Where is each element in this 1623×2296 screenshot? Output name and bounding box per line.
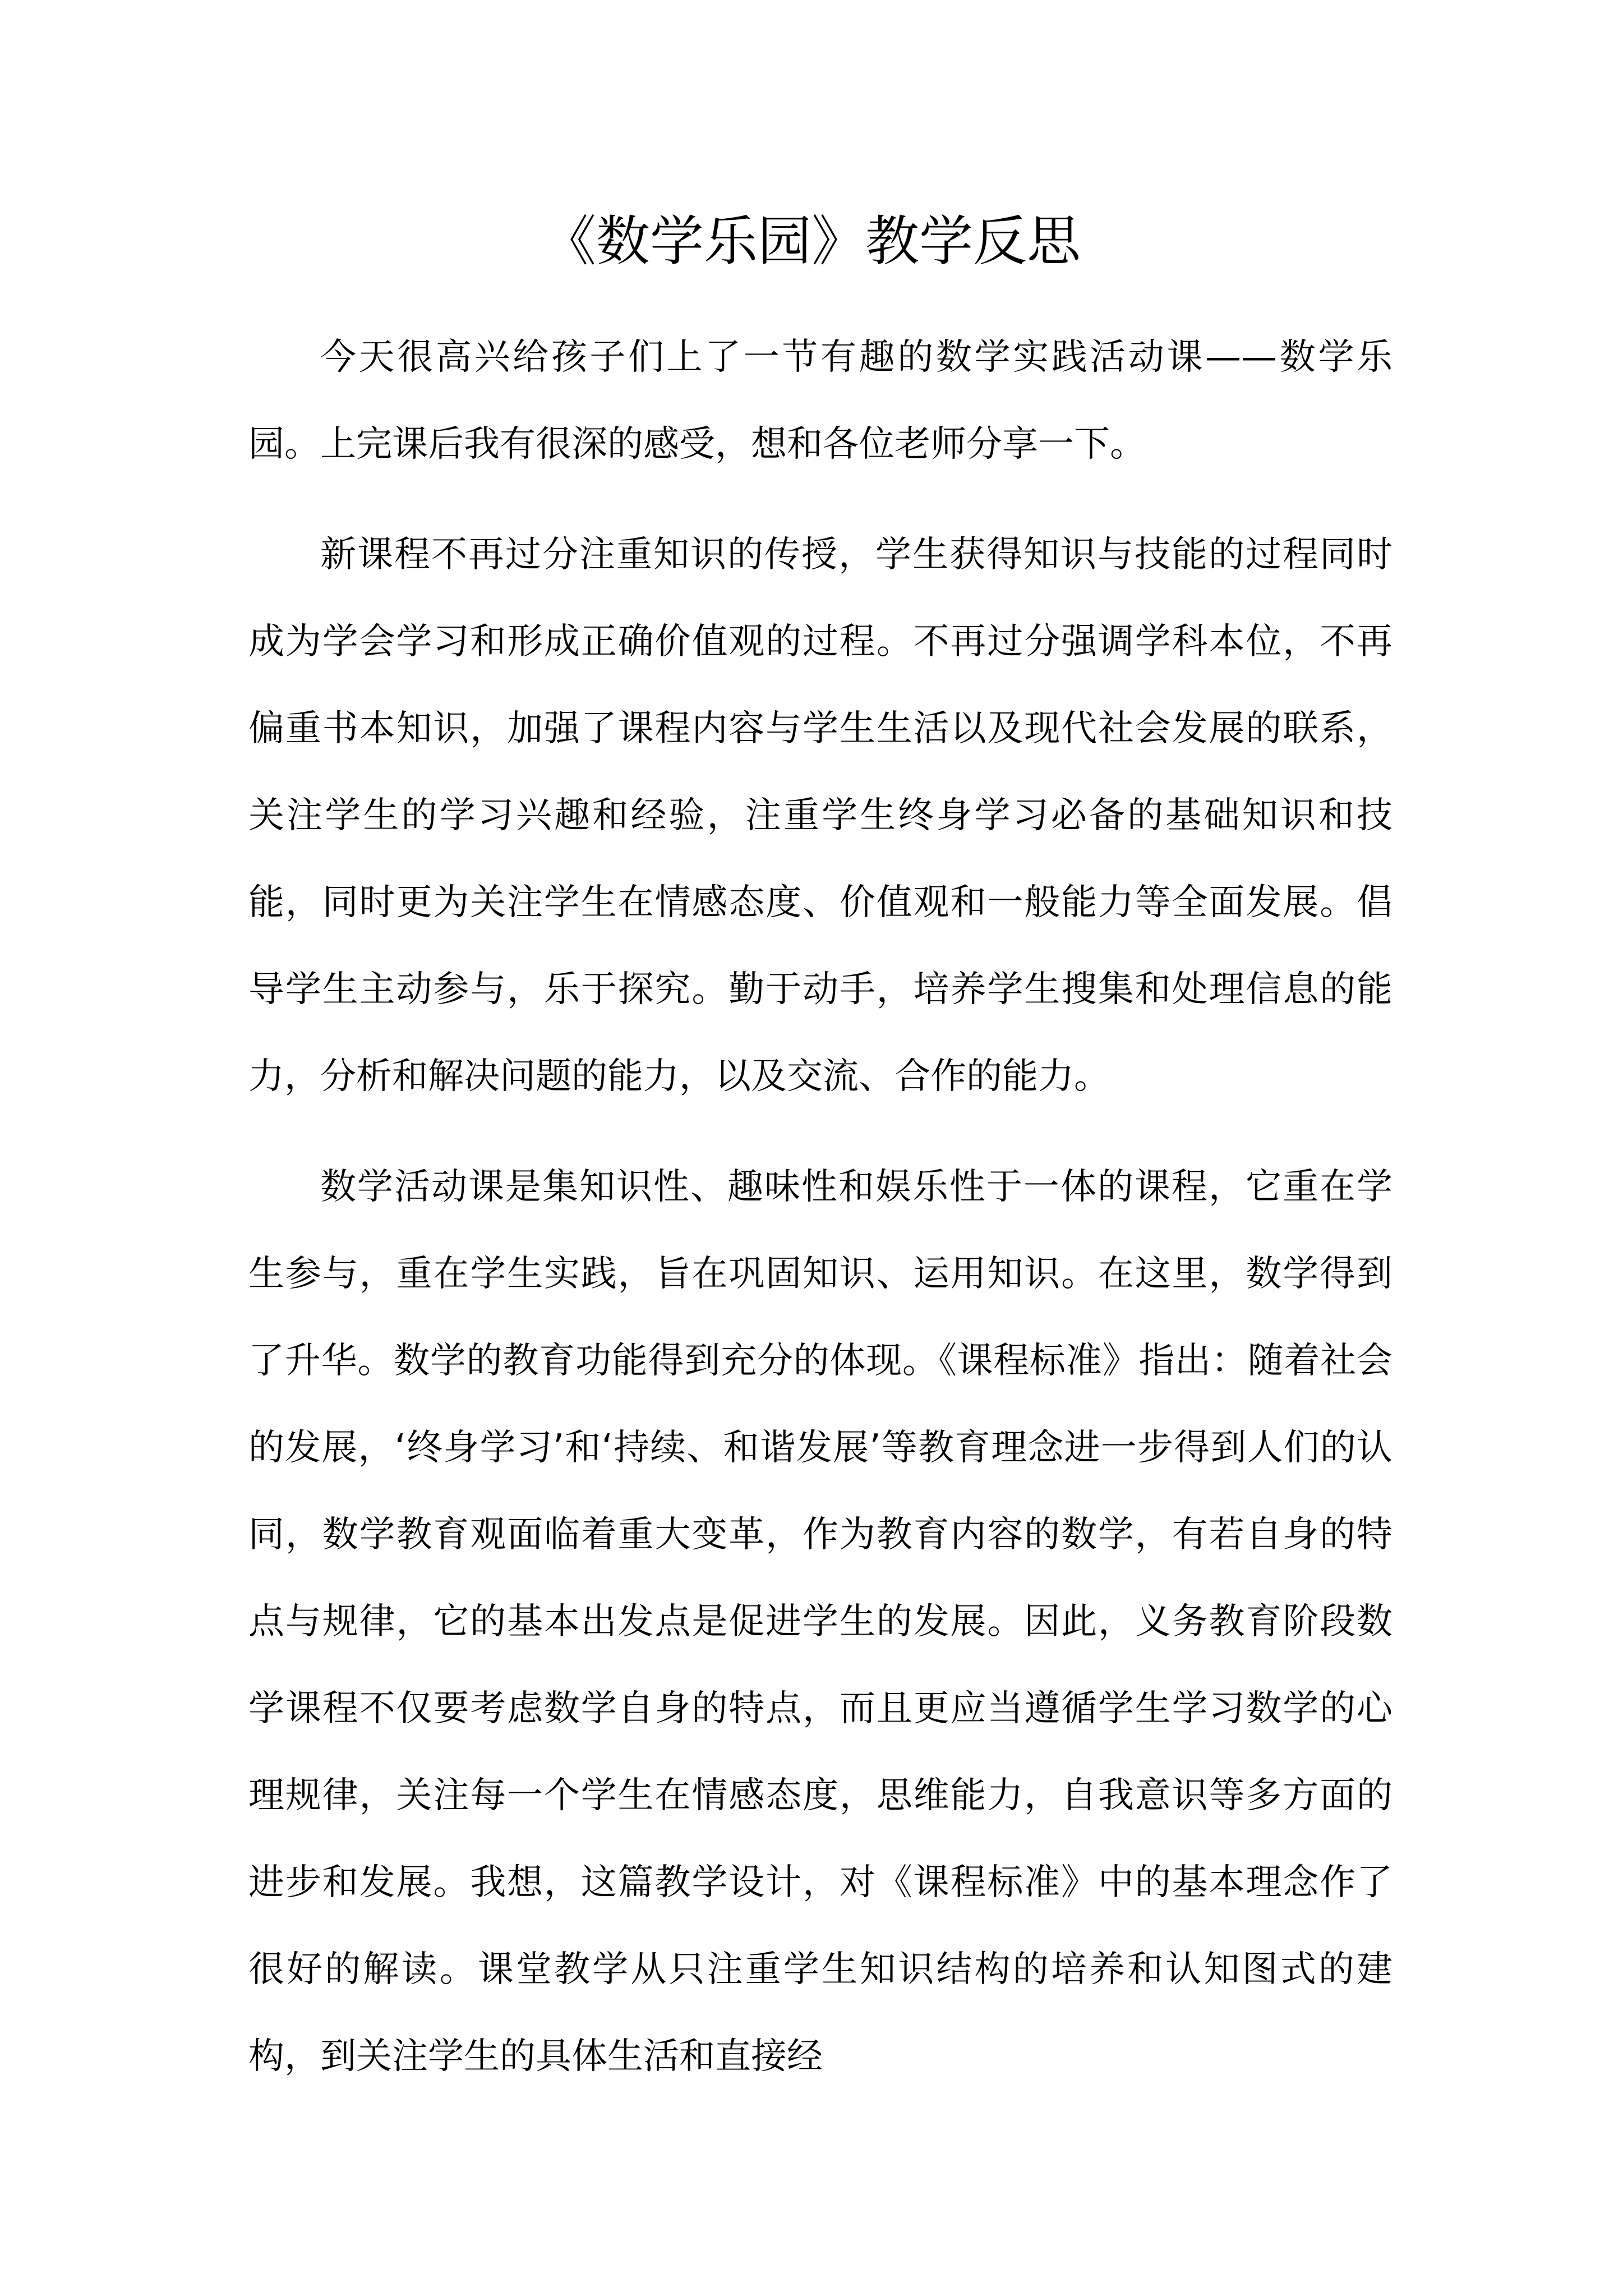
document-title: 《数学乐园》教学反思 [542,210,1081,273]
paragraph-1: 今天很高兴给孩子们上了一节有趣的数学实践活动课——数学乐园。上完课后我有很深的感受，想和各位老师分享一下。 [248,337,1393,465]
paragraph-2: 新课程不再过分注重知识的传授，学生获得知识与技能的过程同时成为学会学习和形成正确价值观的过程。不再过分强调学科本位，不再偏重书本知识，加强了课程内容与学生生活以及现代社会发展的联系，关注学生的学习兴趣和经验，注重学生终身学习必备的基础知识和技能，同时更为关注学生在情感态度、价值观和一般能力等全面发展。倡导学生主动参与，乐于探究。勤于动手，培养学生搜集和处理信息的能力，分析和解决问题的能力，以及交流、合作的能力。 [248,534,1393,1097]
document-body [248,314,1393,2124]
paragraph-3: 数学活动课是集知识性、趣味性和娱乐性于一体的课程，它重在学生参与，重在学生实践，旨在巩固知识、运用知识。在这里，数学得到了升华。数学的教育功能得到充分的体现。《课程标准》指出：随着社会的发展，‘终身学习’和‘持续、和谐发展’等教育理念进一步得到人们的认同，数学教育观面临着重大变革，作为教育内容的数学，有若自身的特点与规律，它的基本出发点是促进学生的发展。因此，义务教育阶段数学课程不仅要考虑数学自身的特点，而且更应当遵循学生学习数学的心理规律，关注每一个学生在情感态度，思维能力，自我意识等多方面的进步和发展。我想，这篇教学设计，对《课程标准》中的基本理念作了很好的解读。课堂教学从只注重学生知识结构的培养和认知图式的建构，到关注学生的具体生活和直接经 [248,1166,1393,2077]
